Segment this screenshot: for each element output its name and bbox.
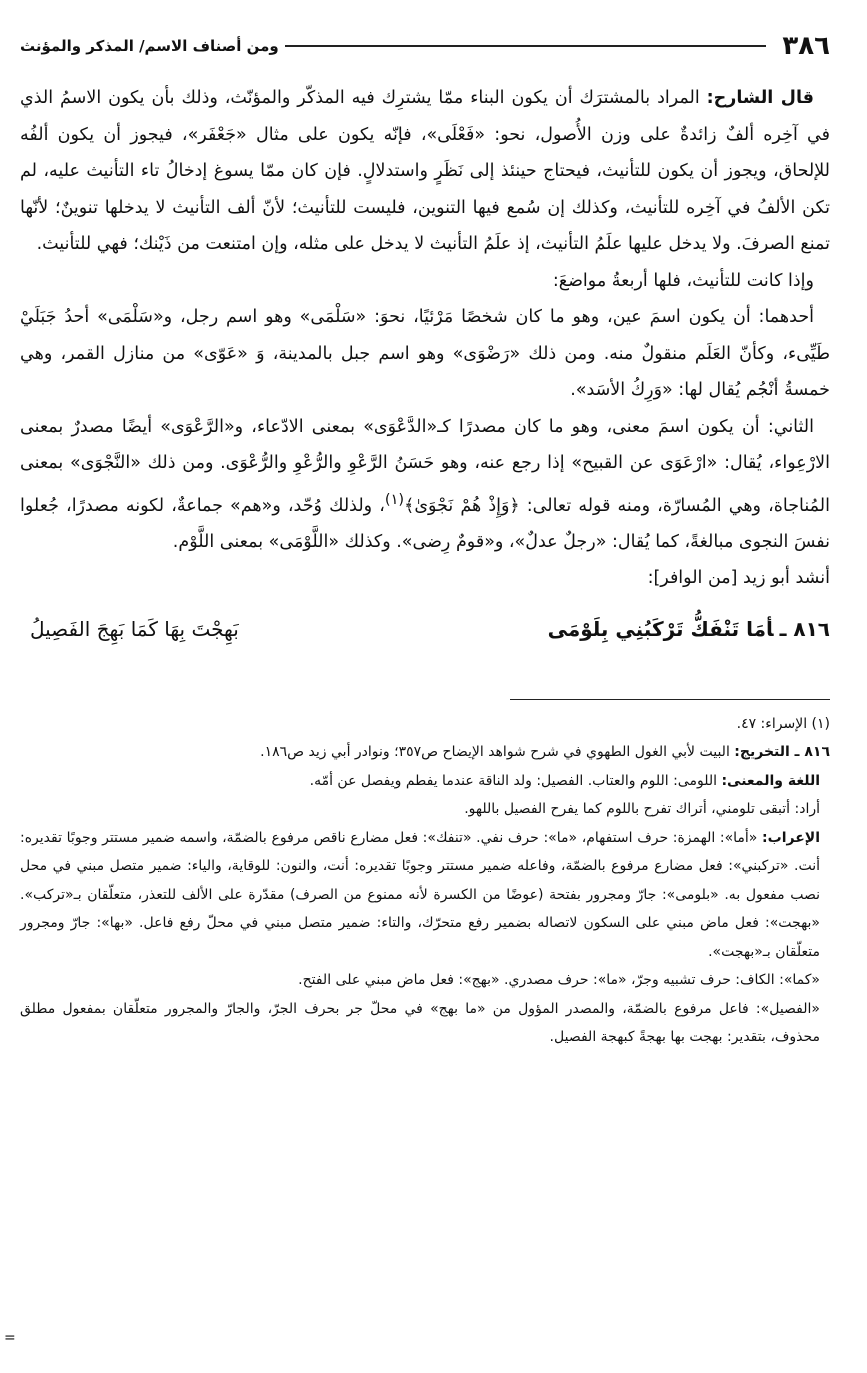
footnote-rule	[510, 699, 830, 700]
takhrij-text: البيت لأبي الغول الطهوي في شرح شواهد الإيضاح ص٣٥٧؛ ونوادر أبي زيد ص١٨٦.	[260, 744, 735, 761]
footnotes	[20, 710, 830, 1052]
paragraph-3: أحدهما: أن يكون اسمَ عين، وهو ما كان شخصًا مَرْئيًا، نحوَ: «سَلْمَى» وهو اسم رجل، و«سَلْمَى» أحدُ جَبَلَيْ طَيِّىء، وكأنّ العَلَم منقولٌ منه. ومن ذلك «رَضْوَى» وهو اسم جبل بالمدينة، وَ «عَوّى» من منازل القمر، وهي خمسةُ أنْجُم يُقال لها: «وَرِكُ الأسَد».	[20, 307, 830, 400]
takhrij	[20, 738, 830, 767]
irab-text-1: «أما»: الهمزة: حرف استفهام، «ما»: حرف نفي. «تنفك»: فعل مضارع ناقص مرفوع بالضمّة، واسمه ضمير مستتر وجوبًا تقديره: أنت. «تركبني»: فعل مضارع مرفوع بالضمّة، وفاعله ضمير مستتر وجوبًا تقديره: أنت، والنون: للوقاية، والياء: ضمير متصل مبني في محل نصب مفعول به. «بلومى»: جارّ ومجرور بفتحة (عوضًا من الكسرة لأنه ممنوع من الصرف) مقدّرة على الألف للتعذر، متعلّقان بـ«تركب». «بهجت»: فعل ماض مبني على السكون لاتصاله بضمير رفع متحرّك، والتاء: ضمير متصل مبني في محلّ رفع فاعل. «بها»: جارّ ومجرور متعلّقان بـ«بهجت».	[20, 829, 820, 960]
verse-second-hemistich: بَهِجْتَ بِهَا كَمَا بَهِجَ الفَصِيلُ	[30, 616, 239, 641]
verse-first-hemistich	[548, 617, 830, 641]
lugha	[20, 767, 830, 796]
meaning-note: أراد: أتبقى تلومني، أتراك تفرح باللوم كما يفرح الفصيل باللهو.	[464, 801, 820, 818]
paragraph-4-text-a: الثاني: أن يكون اسمَ معنى، وهو ما كان مصدرًا كـ«الدَّعْوَى» بمعنى الادّعاء، و«الرَّعْوَى» أيضًا مصدرٌ بمعنى الارْعِواء، يُقال: «ارْعَوَى عن القبيح» إذا رجع عنه، وهو حَسَنُ الرَّعْوِ والرُّعْوِ والرُّعْوَى. ومن ذلك «النَّجْوَى» بمعنى المُناجاة، وهي المُسارّة، ومنه قوله تعالى: ﴿وَإِذْ هُمْ نَجْوَىٰ﴾	[20, 416, 830, 516]
paragraph-4-text-b: ، ولذلك وُحّد، و«هم» جماعةٌ، لكونه مصدرًا، جُعلوا نفسَ النجوى مبالغةً، كما يُقال: «رجلٌ عدلٌ»، و«قومٌ رِضى». وكذلك «اللَّوْمَى» بمعنى اللَّوْم.	[20, 495, 830, 552]
verse-number: ٨١٦ ـ	[779, 616, 830, 641]
footnote-1: (١) الإسراء: ٤٧.	[736, 715, 830, 732]
running-header	[20, 26, 830, 66]
irab	[20, 824, 830, 967]
irab-continued-2: «الفصيل»: فاعل مرفوع بالضمّة، والمصدر المؤول من «ما بهج» في محلّ جر بحرف الجرّ، والجارّ والمجرور متعلّقان بمفعول مطلق محذوف، بتقدير: بهجت بها بهجةً كبهجة الفصيل.	[20, 1000, 820, 1046]
takhrij-label: ٨١٦ ـ التخريج:	[734, 744, 830, 761]
footnote-ref: (١)	[384, 490, 405, 508]
paragraph-4	[20, 409, 830, 561]
page-number: ٣٨٦	[782, 31, 830, 61]
poetry-verse	[20, 617, 830, 641]
page	[20, 26, 830, 1356]
hemistich-1-text: أمَا تَنْفَكُّ تَرْكَبُنِي بِلَوْمَى	[547, 616, 774, 641]
paragraph-2: وإذا كانت للتأنيث، فلها أربعةُ مواضعَ:	[552, 270, 814, 291]
header-rule	[285, 45, 767, 47]
margin-mark: =	[4, 1330, 16, 1346]
paragraph-5: أنشد أبو زيد [من الوافر]:	[647, 568, 830, 589]
irab-label: الإعراب:	[762, 829, 820, 846]
main-text	[20, 80, 830, 597]
commentator-label: قال الشارح:	[706, 88, 814, 108]
header-title: ومن أصناف الاسم/ المذكر والمؤنث	[20, 37, 279, 55]
irab-continued-1: «كما»: الكاف: حرف تشبيه وجرّ، «ما»: حرف مصدري. «بهج»: فعل ماض مبني على الفتح.	[298, 972, 820, 989]
lugha-text: اللومى: اللوم والعتاب. الفصيل: ولد الناقة عندما يفطم ويفصل عن أمّه.	[309, 772, 722, 789]
paragraph-1-text: المراد بالمشترَك أن يكون البناء ممّا يشترِك فيه المذكّر والمؤنّث، وذلك بأن يكون الاسمُ الذي في آخِره ألفٌ زائدةٌ على وزن الأُصول، نحو: «فَعْلَى»، فإنّه يكون على مثال «جَعْفَر»، فيجوز أن يكون ألفُه للإلحاق، ويجوز أن يكون للتأنيث، فيحتاج حينئذ إلى نَظَرٍ واستدلالٍ. فإن كان ممّا يسوغ إدخالُ تاء التأنيث عليه، لم تكن الألفُ في آخِره للتأنيث، وكذلك إن سُمع فيها التنوين، فليست للتأنيث؛ لأنّ ألف التأنيث لا يدخلها تنوينٌ؛ لأنّها تمنع الصرفَ. ولا يدخل عليها علَمُ التأنيث، إذ علَمُ التأنيث لا يدخل على مثله، وإن امتنعت من ذَيْنك؛ فهي للتأنيث.	[20, 88, 830, 254]
paragraph-1	[20, 80, 830, 263]
lugha-label: اللغة والمعنى:	[721, 772, 820, 789]
